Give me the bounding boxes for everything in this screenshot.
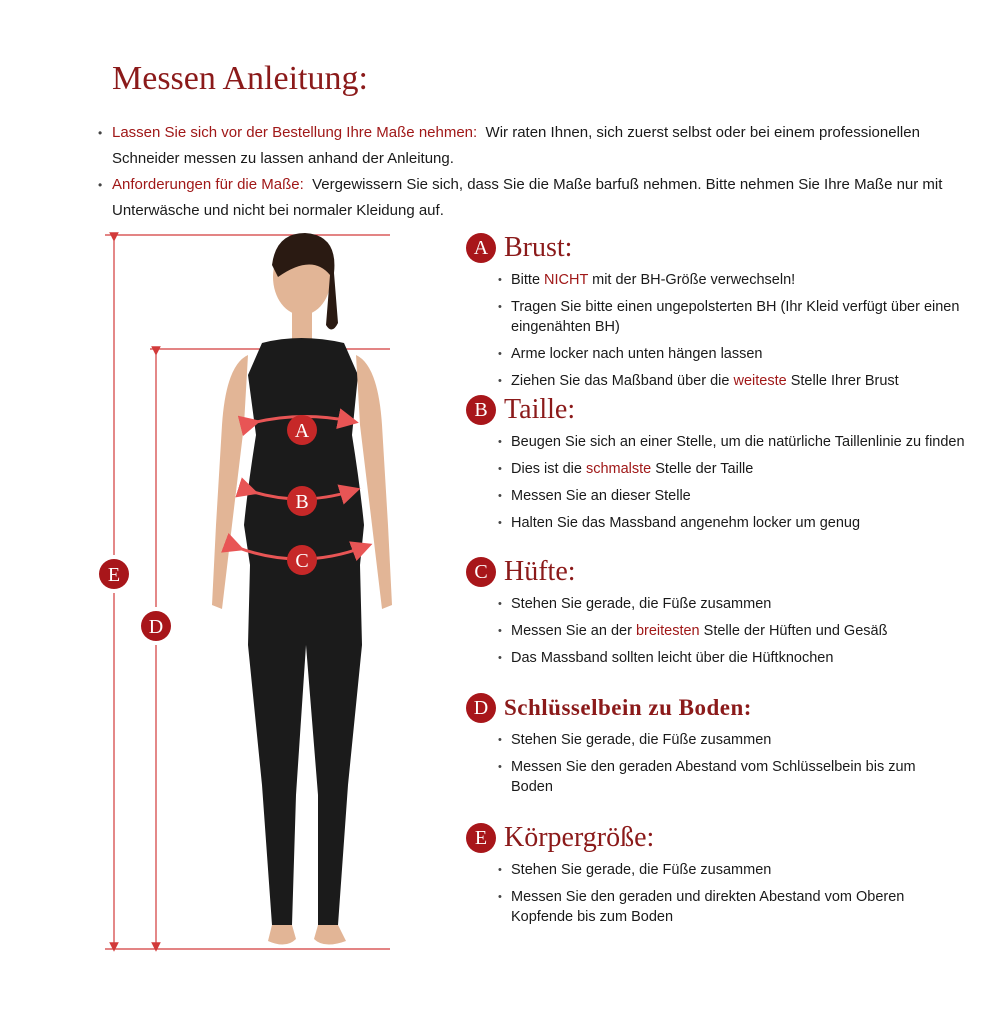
intro-highlight: Lassen Sie sich vor der Bestellung Ihre Maße nehmen: [112, 124, 478, 141]
list-item: • Messen Sie an dieser Stelle [498, 486, 986, 506]
section-title: Körpergröße: [504, 822, 655, 853]
page-title: Messen Anleitung: [112, 60, 368, 97]
intro-item-1 [98, 120, 978, 172]
bullet-icon: • [98, 178, 103, 192]
badge-d-label: D [148, 616, 164, 638]
section-letter-badge: B [466, 395, 496, 425]
bullet-icon: • [98, 126, 103, 140]
list-item: • Stehen Sie gerade, die Füße zusammen [498, 730, 986, 750]
list-item: • Dies ist die schmalste Stelle der Taille [498, 459, 986, 479]
section-letter-badge: E [466, 823, 496, 853]
intro-text: Vergewissern Sie sich, dass Sie die Maße barfuß nehmen. Bitte nehmen Sie Ihre Maße nur mit Unterwäsche und nicht bei normaler Kleidung auf. [112, 176, 943, 219]
list-item: • Messen Sie an der breitesten Stelle der Hüften und Gesäß [498, 621, 986, 641]
section-title: Schlüsselbein zu Boden: [504, 695, 752, 720]
list-item: • Halten Sie das Massband angenehm locker um genug [498, 513, 986, 533]
list-item: • Tragen Sie bitte einen ungepolsterten BH (Ihr Kleid verfügt über einen eingenähten BH) [498, 297, 986, 337]
list-item: • Stehen Sie gerade, die Füße zusammen [498, 594, 986, 614]
badge-e [99, 559, 129, 589]
section-koerpergroesse [466, 820, 986, 934]
section-letter-badge: A [466, 233, 496, 263]
list-item: • Beugen Sie sich an einer Stelle, um die natürliche Taillenlinie zu finden [498, 432, 986, 452]
list-item: • Bitte NICHT mit der BH-Größe verwechseln! [498, 270, 986, 290]
intro-text: Wir raten Ihnen, sich zuerst selbst oder bei einem professionellen Schneider messen zu lassen anhand der Anleitung. [112, 124, 920, 167]
badge-a-label: A [294, 420, 310, 442]
list-item: • Arme locker nach unten hängen lassen [498, 344, 986, 364]
badge-b [287, 486, 317, 516]
badge-c [287, 545, 317, 575]
list-item: • Das Massband sollten leicht über die Hüftknochen [498, 648, 986, 668]
section-letter-badge: D [466, 693, 496, 723]
section-brust [466, 230, 986, 398]
model-silhouette [212, 233, 392, 945]
section-taille [466, 392, 986, 540]
badge-a [287, 415, 317, 445]
section-letter-badge: C [466, 557, 496, 587]
section-title: Hüfte: [504, 556, 576, 587]
badge-c-label: C [295, 550, 309, 572]
section-title: Taille: [504, 394, 576, 425]
intro-item-2 [98, 172, 978, 224]
body-measurement-figure [0, 225, 460, 965]
list-item: • Messen Sie den geraden Abestand vom Schlüsselbein bis zum Boden [498, 757, 931, 797]
section-huefte [466, 554, 986, 675]
section-title: Brust: [504, 232, 573, 263]
list-item: • Stehen Sie gerade, die Füße zusammen [498, 860, 986, 880]
badge-b-label: B [295, 491, 309, 513]
list-item: • Messen Sie den geraden und direkten Abestand vom Oberen Kopfende bis zum Boden [498, 887, 951, 927]
list-item: • Ziehen Sie das Maßband über die weiteste Stelle Ihrer Brust [498, 371, 986, 391]
intro-highlight: Anforderungen für die Maße: [112, 176, 304, 193]
badge-d [141, 611, 171, 641]
section-schluesselbein [466, 690, 986, 804]
badge-e-label: E [107, 564, 121, 586]
